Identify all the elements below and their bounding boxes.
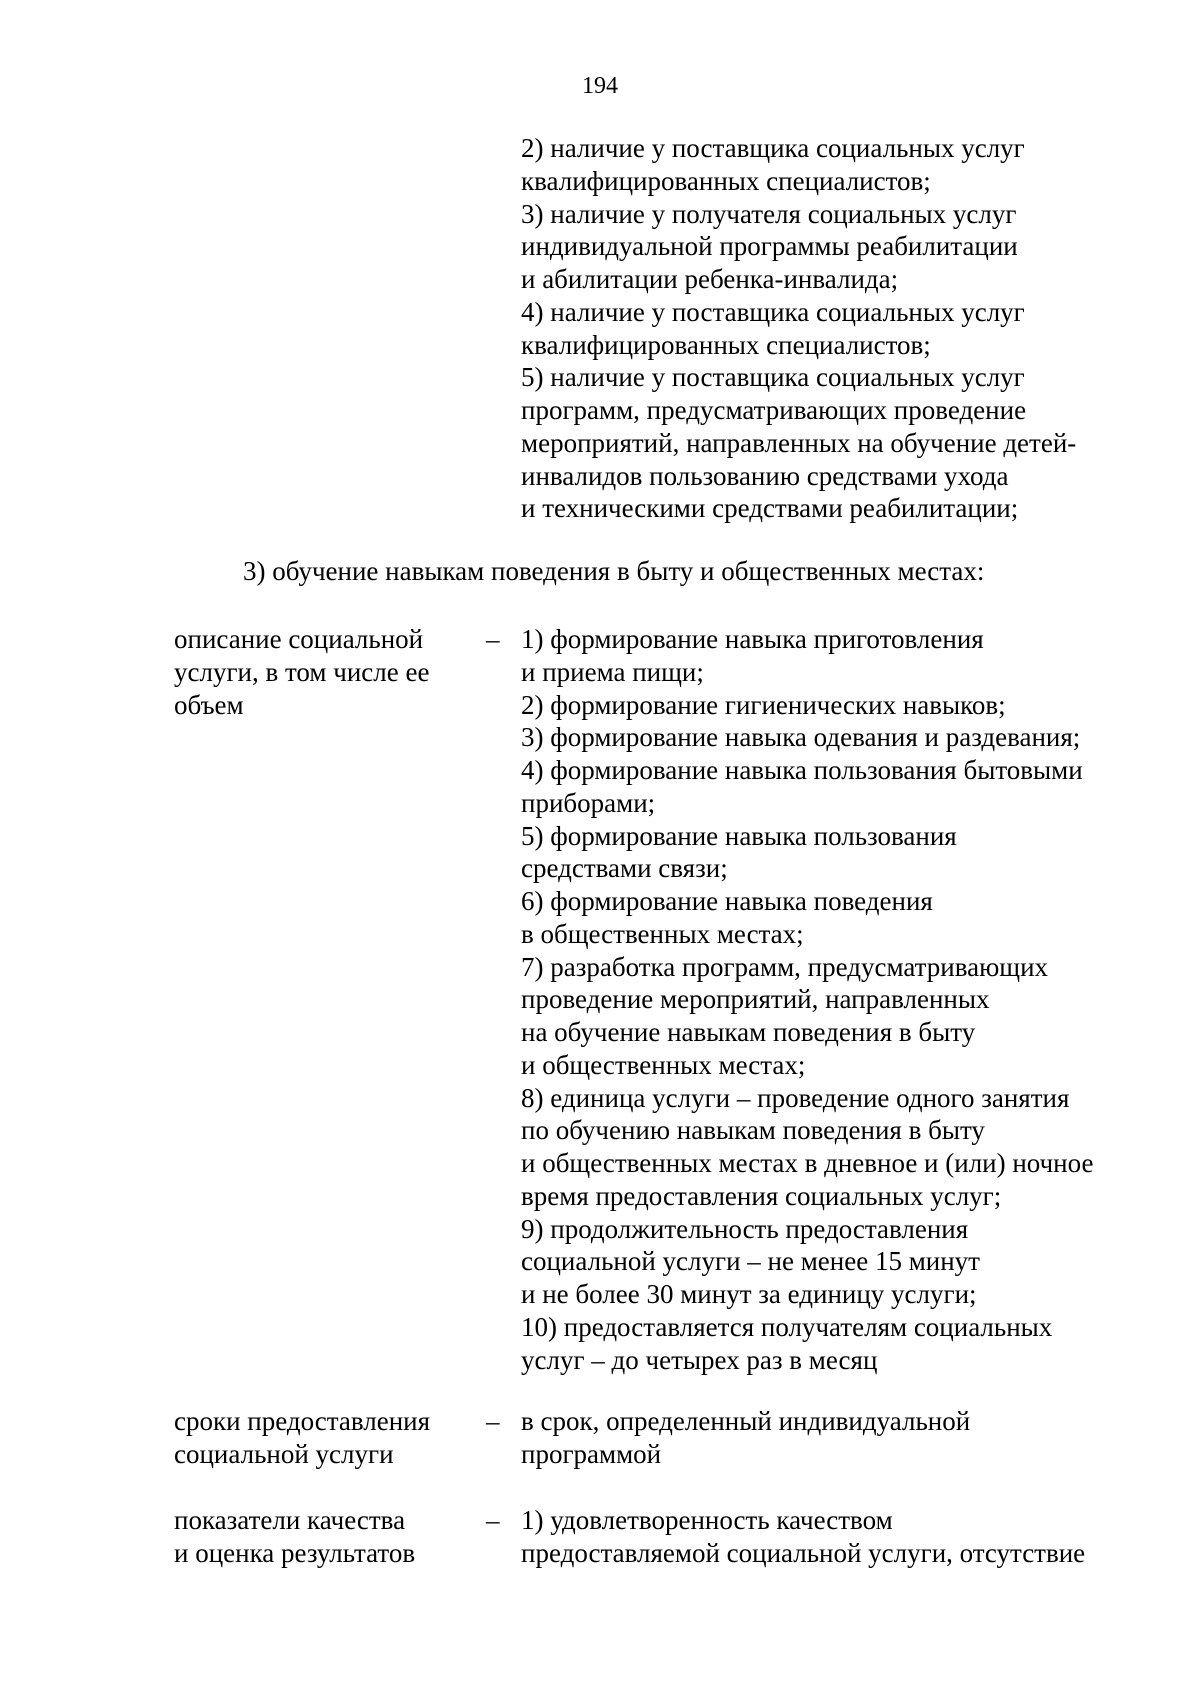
list-line: 1) удовлетворенность качеством [521,1505,893,1535]
label-line: социальной услуги [174,1438,394,1469]
list-line: квалифицированных специалистов; [521,165,931,196]
terms-list [521,1405,970,1471]
list-line: приборами; [521,787,656,818]
quality-label [174,1504,415,1570]
list-line: и техническими средствами реабилитации; [521,493,1019,524]
list-line: на обучение навыкам поведения в быту [521,1017,976,1047]
list-line: предоставляемой социальной услуги, отсутствие [521,1537,1086,1568]
list-line: 4) наличие у поставщика социальных услуг [521,296,1025,327]
list-line: 2) наличие у поставщика социальных услуг [521,133,1025,163]
list-line: квалифицированных специалистов; [521,329,931,360]
list-line: 7) разработка программ, предусматривающих [521,951,1049,982]
list-line: 6) формирование навыка поведения [521,886,933,916]
list-line: индивидуальной программы реабилитации [521,231,1018,262]
list-line: программ, предусматривающих проведение [521,395,1027,425]
label-line: сроки предоставления [174,1406,431,1436]
list-line: 8) единица услуги – проведение одного занятия [521,1082,1070,1113]
list-line: 2) формирование гигиенических навыков; [521,689,1006,720]
list-line: в срок, определенный индивидуальной [521,1406,971,1436]
label-line: объем [174,689,244,720]
list-line: проведение мероприятий, направленных [521,984,990,1015]
description-list [521,623,1093,1376]
list-line: и абилитации ребенка-инвалида; [521,264,899,294]
description-label [174,623,429,721]
list-line: и приема пищи; [521,656,704,687]
dash: – [486,1505,500,1535]
list-line: программой [521,1438,662,1469]
label-line: показатели качества [174,1505,406,1535]
list-line: 5) формирование навыка пользования [521,820,957,851]
list-line: 4) формирование навыка пользования бытовыми [521,755,1083,785]
list-line: время предоставления социальных услуг; [521,1180,1002,1211]
quality-list [521,1504,1085,1570]
list-line: по обучению навыкам поведения в быту [521,1115,985,1146]
list-line: 9) продолжительность предоставления [521,1213,969,1244]
dash: – [486,624,500,654]
top-list [521,132,1076,525]
list-line: в общественных местах; [521,918,804,949]
list-line: 1) формирование навыка приготовления [521,624,984,654]
list-line: 5) наличие у поставщика социальных услуг [521,362,1025,393]
list-line: мероприятий, направленных на обучение детей- [521,427,1077,458]
terms-label [174,1405,430,1471]
list-line: социальной услуги – не менее 15 минут [521,1246,980,1277]
list-line: 3) формирование навыка одевания и раздевания; [521,722,1081,753]
list-line: и общественных местах; [521,1049,806,1080]
list-line: инвалидов пользованию средствами ухода [521,460,1009,491]
list-line: и общественных местах в дневное и (или) ночное [521,1148,1094,1178]
label-line: услуги, в том числе ее [174,656,430,687]
list-line: 10) предоставляется получателям социальных [521,1311,1053,1342]
page-number: 194 [582,73,618,99]
list-line: средствами связи; [521,853,728,884]
label-line: описание социальной [174,624,424,654]
section-heading: 3) обучение навыкам поведения в быту и общественных местах: [243,556,985,586]
list-line: услуг – до четырех раз в месяц [521,1344,878,1375]
label-line: и оценка результатов [174,1537,416,1568]
list-line: и не более 30 минут за единицу услуги; [521,1279,977,1309]
list-line: 3) наличие у получателя социальных услуг [521,198,1017,229]
dash: – [486,1406,500,1436]
